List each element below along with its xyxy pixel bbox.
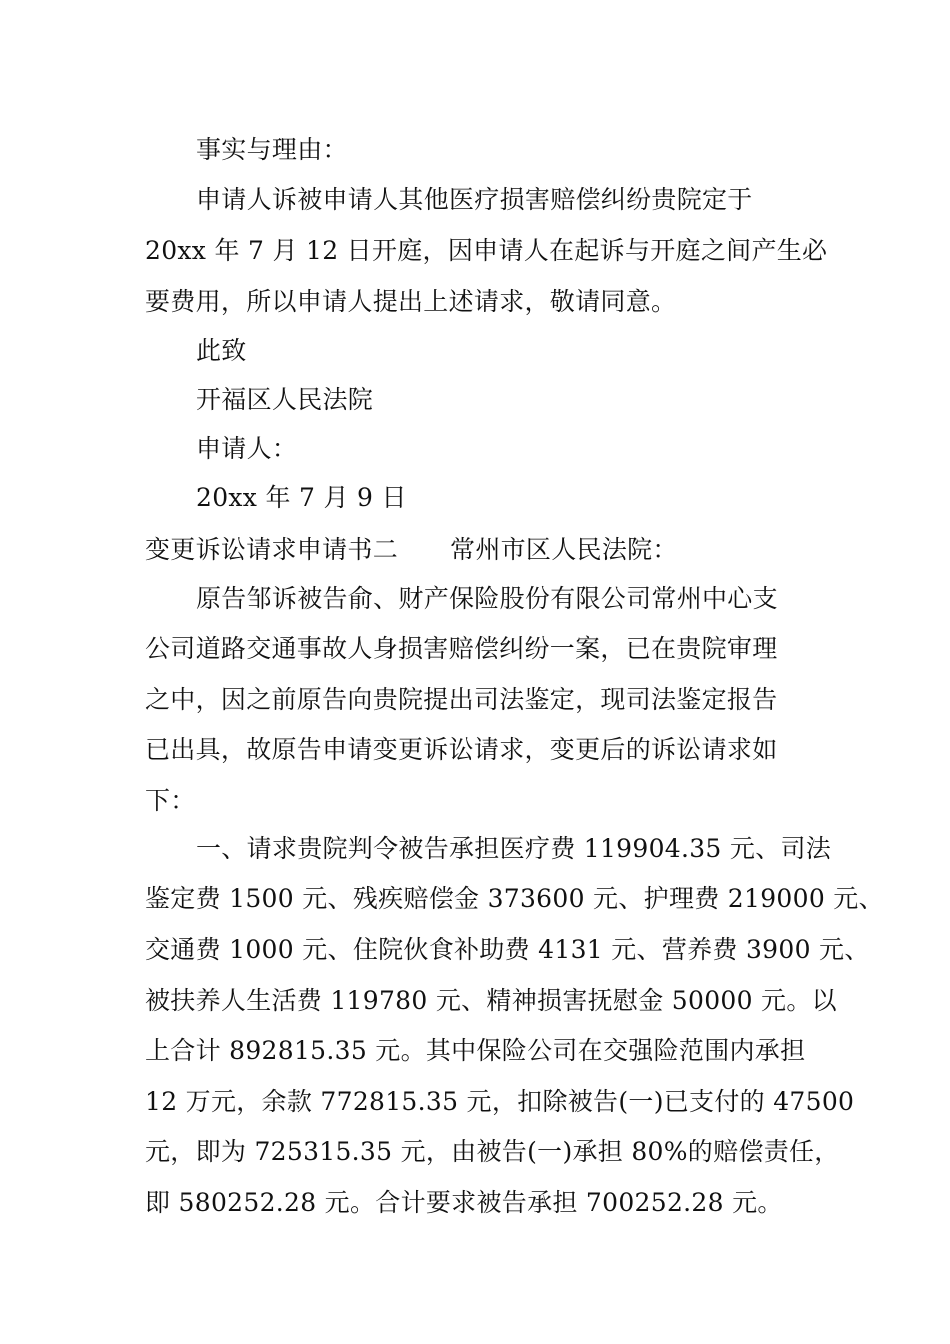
para2-line-1: 原告邹诉被告俞、财产保险股份有限公司常州中心支 bbox=[196, 584, 778, 613]
signing-date: 20xx 年 7 月 9 日 bbox=[196, 483, 407, 512]
section2-title: 变更诉讼请求申请书二 bbox=[145, 535, 399, 564]
para3-line-6: 12 万元，余款 772815.35 元，扣除被告(一)已支付的 47500 bbox=[145, 1087, 855, 1116]
para1-line-3: 要费用，所以申请人提出上述请求，敬请同意。 bbox=[145, 287, 677, 316]
court-name: 开福区人民法院 bbox=[196, 385, 374, 414]
heading-facts: 事实与理由： bbox=[196, 135, 348, 164]
para3-line-8: 即 580252.28 元。合计要求被告承担 700252.28 元。 bbox=[145, 1188, 783, 1217]
para3-line-1: 一、请求贵院判令被告承担医疗费 119904.35 元、司法 bbox=[196, 834, 832, 863]
applicant-label: 申请人： bbox=[196, 434, 298, 463]
para2-line-4: 已出具，故原告申请变更诉讼请求，变更后的诉讼请求如 bbox=[145, 735, 778, 764]
para1-line-1: 申请人诉被申请人其他医疗损害赔偿纠纷贵院定于 bbox=[196, 185, 753, 214]
para3-line-4: 被扶养人生活费 119780 元、精神损害抚慰金 50000 元。以 bbox=[145, 986, 837, 1015]
para3-line-7: 元，即为 725315.35 元，由被告(一)承担 80%的赔偿责任， bbox=[145, 1137, 840, 1166]
para2-line-5: 下： bbox=[145, 786, 196, 815]
para3-line-3: 交通费 1000 元、住院伙食补助费 4131 元、营养费 3900 元、 bbox=[145, 935, 870, 964]
para1-line-2: 20xx 年 7 月 12 日开庭，因申请人在起诉与开庭之间产生必 bbox=[145, 236, 828, 265]
para2-line-2: 公司道路交通事故人身损害赔偿纠纷一案，已在贵院审理 bbox=[145, 634, 778, 663]
section2-heading-line bbox=[145, 533, 825, 567]
para3-line-5: 上合计 892815.35 元。其中保险公司在交强险范围内承担 bbox=[145, 1036, 806, 1065]
para2-line-3: 之中，因之前原告向贵院提出司法鉴定，现司法鉴定报告 bbox=[145, 685, 778, 714]
closing-salutation: 此致 bbox=[196, 336, 247, 365]
section2-addressee: 常州市区人民法院： bbox=[450, 535, 678, 564]
para3-line-2: 鉴定费 1500 元、残疾赔偿金 373600 元、护理费 219000 元、 bbox=[145, 884, 884, 913]
